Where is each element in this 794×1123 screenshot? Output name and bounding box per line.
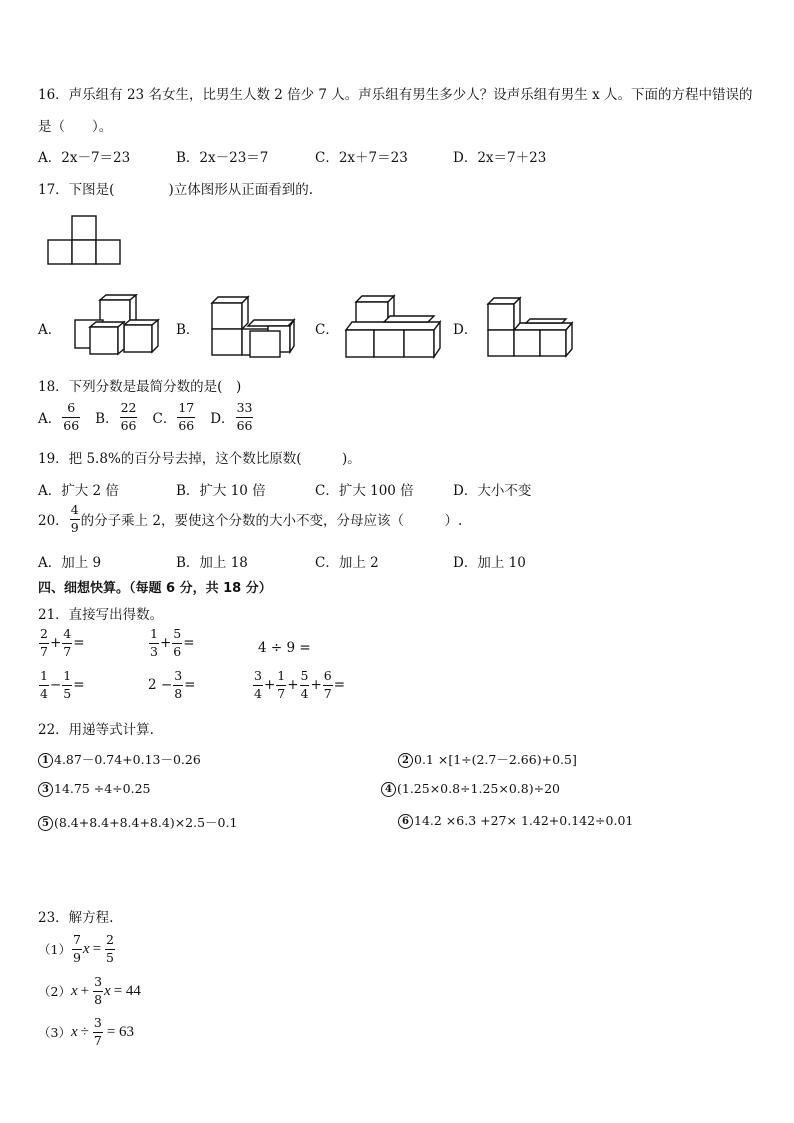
- q22-item-3: 3 14.75 ÷4÷0.25: [38, 781, 151, 797]
- q17-option-d-cubes: [486, 296, 576, 360]
- q17-option-b-label: B．: [176, 322, 200, 338]
- q18-stem: 18．下列分数是最简分数的是( ): [38, 379, 242, 395]
- q17-option-c-label: C．: [315, 322, 339, 338]
- q20-fraction: $\frac{4}{9}$: [70, 502, 79, 535]
- q16-stem-line2: 是（ ）。: [38, 119, 113, 135]
- q21-expr-3: 4 ÷ 9 =: [258, 640, 311, 656]
- q22-item-1: 1 4.87－0.74+0.13－0.26: [38, 750, 201, 768]
- q18-option-a-letter: A．: [38, 411, 62, 427]
- q17-stem: 17．下图是( )立体图形从正面看到的.: [38, 182, 314, 198]
- q19-option-a: A．扩大 2 倍: [38, 483, 119, 499]
- q20-stem: 20． $\frac{4}{9}$ 的分子乘上 2，要使这个分数的大小不变，分母应该（ ）.: [38, 502, 463, 535]
- q21-expr-1: $\frac{2}{7}$ + $\frac{4}{7}$ =: [40, 626, 85, 659]
- q17-front-view-figure: [46, 212, 126, 268]
- q18-option-d-letter: D．: [210, 411, 235, 427]
- q21-expr-2: $\frac{1}{3}$ + $\frac{5}{6}$ =: [150, 626, 195, 659]
- q18-option-d-fraction: $\frac{33}{66}$: [236, 400, 253, 433]
- q21-expr-4: $\frac{1}{4}$ − $\frac{1}{5}$ =: [40, 668, 85, 701]
- q19-option-b: B．扩大 10 倍: [176, 483, 266, 499]
- q16-option-c: C．2x＋7＝23: [315, 150, 408, 166]
- q22-item-5: 5 (8.4+8.4+8.4+8.4)×2.5－0.1: [38, 813, 237, 831]
- q18-option-b-letter: B．: [95, 411, 119, 427]
- q18-option-c-letter: C．: [152, 411, 177, 427]
- q17-option-a-cubes: [72, 294, 164, 356]
- q16-stem-line1: 16．声乐组有 23 名女生，比男生人数 2 倍少 7 人。声乐组有男生多少人？设声乐组有男生 x 人。下面的方程中错误的: [38, 87, 753, 103]
- q23-equation-2: （2） x + $\frac{3}{8}$ x = 44: [38, 974, 141, 1007]
- q20-option-d: D．加上 10: [453, 555, 526, 571]
- q19-option-d: D．大小不变: [453, 483, 532, 499]
- q23-stem: 23．解方程.: [38, 910, 114, 926]
- q23-equation-3: （3） x ÷ $\frac{3}{7}$ = 63: [38, 1015, 135, 1048]
- q17-option-a-label: A．: [38, 322, 62, 338]
- q21-expr-6: $\frac{3}{4}$ + $\frac{1}{7}$ + $\frac{5}{4}$ + $\frac{6}{7}$ =: [254, 668, 346, 701]
- q18-options: [38, 402, 254, 432]
- q21-stem: 21．直接写出得数。: [38, 607, 164, 623]
- q19-option-c: C．扩大 100 倍: [315, 483, 414, 499]
- q17-option-c-cubes: [344, 294, 444, 360]
- q22-item-6: 6 14.2 ×6.3 +27× 1.42+0.142÷0.01: [398, 813, 633, 829]
- q18-option-c-fraction: $\frac{17}{66}$: [178, 400, 195, 433]
- q21-expr-5: 2 − $\frac{3}{8}$ =: [148, 668, 196, 701]
- q16-option-a: A．2x－7＝23: [38, 150, 131, 166]
- section4-title: 四、细想快算。（每题 6 分，共 18 分）: [38, 581, 272, 596]
- q17-option-d-label: D．: [453, 322, 478, 338]
- q20-option-a: A．加上 9: [38, 555, 102, 571]
- q16-option-d: D．2x＝7＋23: [453, 150, 547, 166]
- q16-option-b: B．2x－23＝7: [176, 150, 269, 166]
- q18-option-a-fraction: $\frac{6}{66}$: [63, 400, 80, 433]
- q20-option-c: C．加上 2: [315, 555, 379, 571]
- q23-equation-1: （1） $\frac{7}{9}$ x = $\frac{2}{5}$: [38, 932, 114, 965]
- q20-option-b: B．加上 18: [176, 555, 248, 571]
- q22-item-2: 2 0.1 ×[1÷(2.7－2.66)+0.5]: [398, 750, 577, 768]
- q19-stem: 19．把 5.8%的百分号去掉，这个数比原数( )。: [38, 451, 361, 467]
- q22-item-4: 4 (1.25×0.8÷1.25×0.8)÷20: [381, 781, 560, 797]
- q17-option-b-cubes: [208, 294, 300, 358]
- q22-stem: 22．用递等式计算.: [38, 722, 154, 738]
- q18-option-b-fraction: $\frac{22}{66}$: [120, 400, 137, 433]
